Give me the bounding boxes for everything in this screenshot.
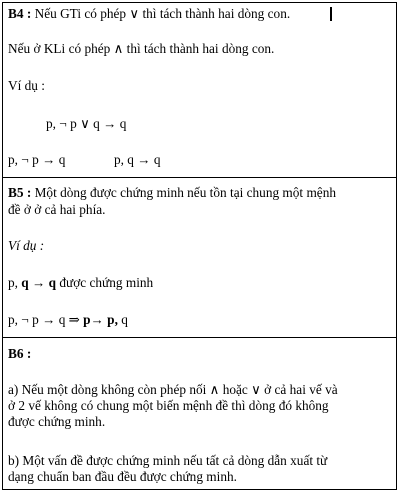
b6-a-line-2: ở 2 vế không có chung một biến mệnh đề thì dòng đó không <box>8 398 329 413</box>
b4-text-1: Nếu GTi có phép ∨ thì tách thành hai dòng con. <box>31 6 291 21</box>
b4-line-2: Nếu ở KLi có phép ∧ thì tách thành hai dòng con. <box>8 41 275 56</box>
b5-example-1 <box>8 275 153 290</box>
b5-line-1 <box>8 185 336 200</box>
b5-ex2-suffix: q <box>117 312 128 327</box>
b5-ex1-bold: q → q <box>21 275 57 290</box>
b6-a-line-3: được chứng minh. <box>8 414 106 429</box>
b4-example-1: p, ¬ p ∨ q → q <box>46 116 127 131</box>
b5-label: B5 : <box>8 185 32 200</box>
b6-b-line-2: dạng chuẩn ban đầu đều được chứng minh. <box>8 469 237 484</box>
b5-example-2 <box>8 312 128 327</box>
b4-example-label: Ví dụ : <box>8 78 45 93</box>
b4-example-2a: p, ¬ p → q <box>8 152 66 167</box>
b4-example-2b: p, q → q <box>114 152 161 167</box>
b5-ex1-suffix: được chứng minh <box>56 275 154 290</box>
b5-ex2-bold: p→ p, <box>83 312 118 327</box>
b6-label: B6 : <box>8 346 32 361</box>
b5-ex1-prefix: p, <box>8 275 22 290</box>
b4-line-1 <box>8 6 290 21</box>
b5-line-2: đề ở ở cả hai phía. <box>8 202 106 217</box>
text-cursor[interactable] <box>330 7 332 21</box>
row-divider <box>2 177 397 178</box>
b4-label: B4 : <box>8 6 32 21</box>
b6-a-line-1: a) Nếu một dòng không còn phép nối ∧ hoặc ∨ ở cả hai vế và <box>8 382 338 397</box>
row-divider <box>2 337 397 338</box>
b5-text-1: Một dòng được chứng minh nếu tồn tại chung một mệnh <box>31 185 336 200</box>
b5-example-label: Ví dụ : <box>8 238 45 253</box>
b6-b-line-1: b) Một vấn đề được chứng minh nếu tất cả dòng dẫn xuất từ <box>8 453 328 468</box>
b5-ex2-prefix: p, ¬ p → q ⇒ <box>8 312 84 327</box>
